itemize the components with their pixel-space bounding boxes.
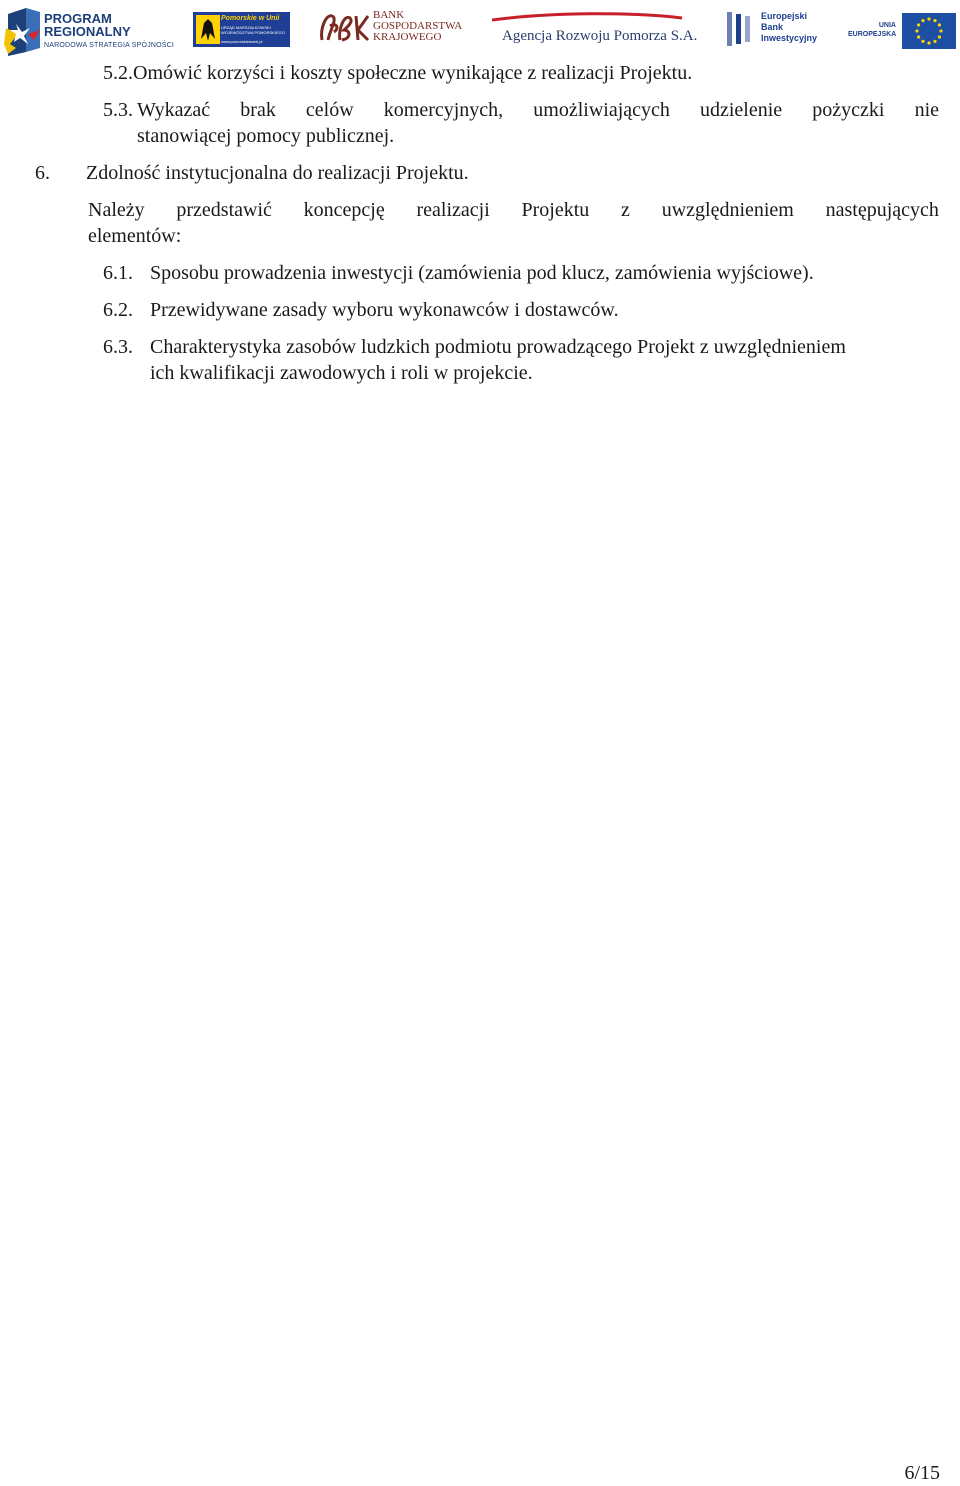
item-6-1-text: Sposobu prowadzenia inwestycji (zamówienia pod klucz, zamówienia wyjściowe). bbox=[150, 262, 814, 284]
section-6-intro-line1: Należy przedstawić koncepcję realizacji Projektu z uwzględnieniem następujących bbox=[88, 199, 939, 221]
ue-name: UNIA EUROPEJSKA bbox=[848, 22, 897, 38]
program-regionalny-subtitle: NARODOWA STRATEGIA SPÓJNOŚCI bbox=[44, 42, 175, 49]
item-5-2-text: Omówić korzyści i koszty społeczne wynikające z realizacji Projektu. bbox=[133, 62, 693, 84]
program-regionalny-logo bbox=[4, 4, 175, 56]
item-5-2-number: 5.2. bbox=[103, 62, 133, 84]
agencja-rozwoju-pomorza-logo bbox=[492, 10, 697, 50]
item-5-3-line1: Wykazać brak celów komercyjnych, umożliwiających udzielenie pożyczki nie bbox=[137, 99, 939, 121]
item-6-2-number: 6.2. bbox=[103, 299, 133, 321]
pomorskie-title: Pomorskie w Unii bbox=[221, 15, 280, 22]
pomorskie-office: URZĄD MARSZAŁKOWSKI WOJEWÓDZTWA POMORSKIEGO bbox=[221, 25, 285, 35]
pomorskie-url: www.pomorskiewunii.pl bbox=[221, 39, 263, 44]
unia-europejska-logo bbox=[848, 13, 956, 49]
page-number: 6/15 bbox=[904, 1462, 940, 1484]
ebi-bars-icon bbox=[725, 10, 759, 48]
item-6-3-text-line2: ich kwalifikacji zawodowych i roli w projekcie. bbox=[150, 362, 533, 384]
bgk-name: BANK GOSPODARSTWA KRAJOWEGO bbox=[373, 9, 463, 43]
item-6-1-number: 6.1. bbox=[103, 262, 133, 284]
ebi-name: Europejski Bank Inwestycyjny bbox=[761, 11, 818, 43]
item-5-2 bbox=[103, 60, 692, 86]
ebi-logo bbox=[725, 10, 825, 50]
bgk-monogram-icon bbox=[318, 10, 370, 46]
pomorskie-w-unii-logo bbox=[193, 12, 290, 47]
item-6-3-number: 6.3. bbox=[103, 336, 133, 358]
arp-name: Agencja Rozwoju Pomorza S.A. bbox=[502, 28, 698, 44]
item-6-3-text-line1: Charakterystyka zasobów ludzkich podmiotu prowadzącego Projekt z uwzględnieniem bbox=[150, 336, 846, 358]
arp-swoosh-icon bbox=[492, 10, 692, 26]
program-regionalny-emblem-icon bbox=[4, 4, 42, 56]
gryphon-crest-icon bbox=[196, 15, 220, 44]
program-regionalny-title: PROGRAM REGIONALNY bbox=[44, 11, 131, 39]
item-6-2-text: Przewidywane zasady wyboru wykonawców i dostawców. bbox=[150, 299, 619, 321]
section-6-title: Zdolność instytucjonalna do realizacji Projektu. bbox=[86, 162, 469, 184]
eu-flag-icon bbox=[902, 13, 956, 49]
section-6-intro-line2: elementów: bbox=[88, 225, 182, 247]
item-5-3-line2: stanowiącej pomocy publicznej. bbox=[137, 125, 395, 147]
section-6-number: 6. bbox=[35, 162, 50, 184]
item-5-3-number: 5.3. bbox=[103, 99, 133, 121]
bgk-logo bbox=[318, 10, 468, 50]
header-logos bbox=[0, 0, 960, 60]
